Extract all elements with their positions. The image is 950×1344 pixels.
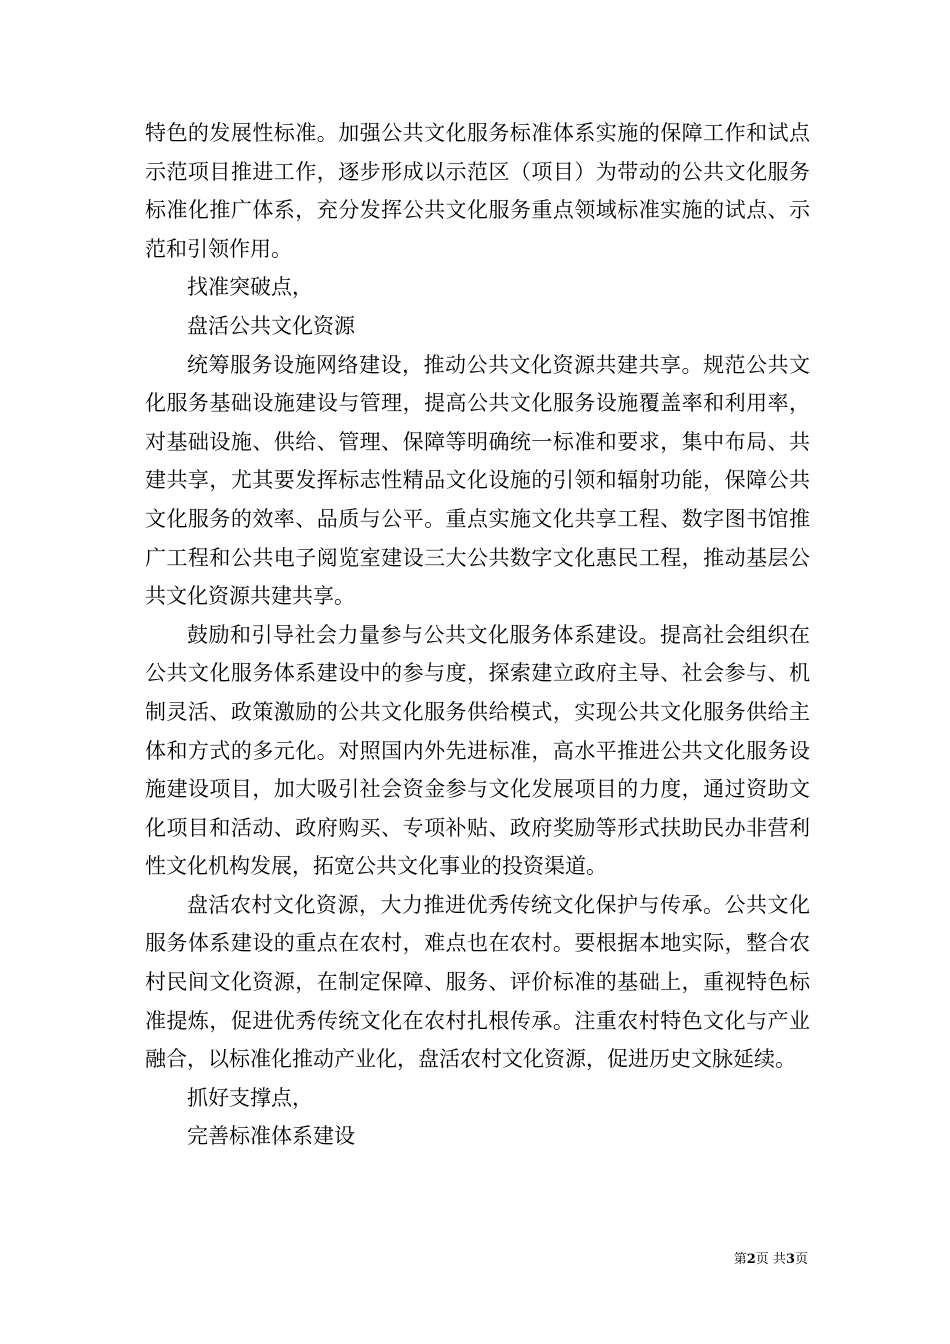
section-heading-breakthrough: 找准突破点， [187,275,313,300]
footer-prefix: 第 [733,1252,747,1267]
footer-total-pages: 3 [785,1252,795,1267]
footer-middle: 页 共 [755,1252,786,1267]
document-body [145,114,810,1156]
footer-current-page: 2 [746,1252,756,1267]
paragraph-social-forces: 鼓励和引导社会力量参与公共文化服务体系建设。提高社会组织在公共文化服务体系建设中的参与度，探索建立政府主导、社会参与、机制灵活、政策激励的公共文化服务供给模式，实现公共文化服务供给主体和方式的多元化。对照国内外先进标准，高水平推进公共文化服务设施建设项目，加大吸引社会资金参与文化发展项目的力度，通过资助文化项目和活动、政府购买、专项补贴、政府奖励等形式扶助民办非营利性文化机构发展，拓宽公共文化事业的投资渠道。 [145,622,810,879]
section-subheading-standards: 完善标准体系建设 [187,1124,355,1149]
paragraph-rural-culture: 盘活农村文化资源，大力推进优秀传统文化保护与传承。公共文化服务体系建设的重点在农村，难点也在农村。要根据本地实际，整合农村民间文化资源，在制定保障、服务、评价标准的基础上，重视特色标准提炼，促进优秀传统文化在农村扎根传承。注重农村特色文化与产业融合，以标准化推动产业化，盘活农村文化资源，促进历史文脉延续。 [145,892,810,1072]
section-subheading-resources: 盘活公共文化资源 [187,313,355,338]
footer-suffix: 页 [794,1252,808,1267]
page-number-footer [734,1248,808,1267]
paragraph-continuation: 特色的发展性标准。加强公共文化服务标准体系实施的保障工作和试点示范项目推进工作，逐步形成以示范区（项目）为带动的公共文化服务标准化推广体系，充分发挥公共文化服务重点领域标准实施的试点、示范和引领作用。 [145,121,810,261]
section-heading-support: 抓好支撑点， [187,1085,313,1110]
paragraph-facilities: 统筹服务设施网络建设，推动公共文化资源共建共享。规范公共文化服务基础设施建设与管理，提高公共文化服务设施覆盖率和利用率，对基础设施、供给、管理、保障等明确统一标准和要求，集中布局、共建共享，尤其要发挥标志性精品文化设施的引领和辐射功能，保障公共文化服务的效率、品质与公平。重点实施文化共享工程、数字图书馆推广工程和公共电子阅览室建设三大公共数字文化惠民工程，推动基层公共文化资源共建共享。 [145,352,810,609]
